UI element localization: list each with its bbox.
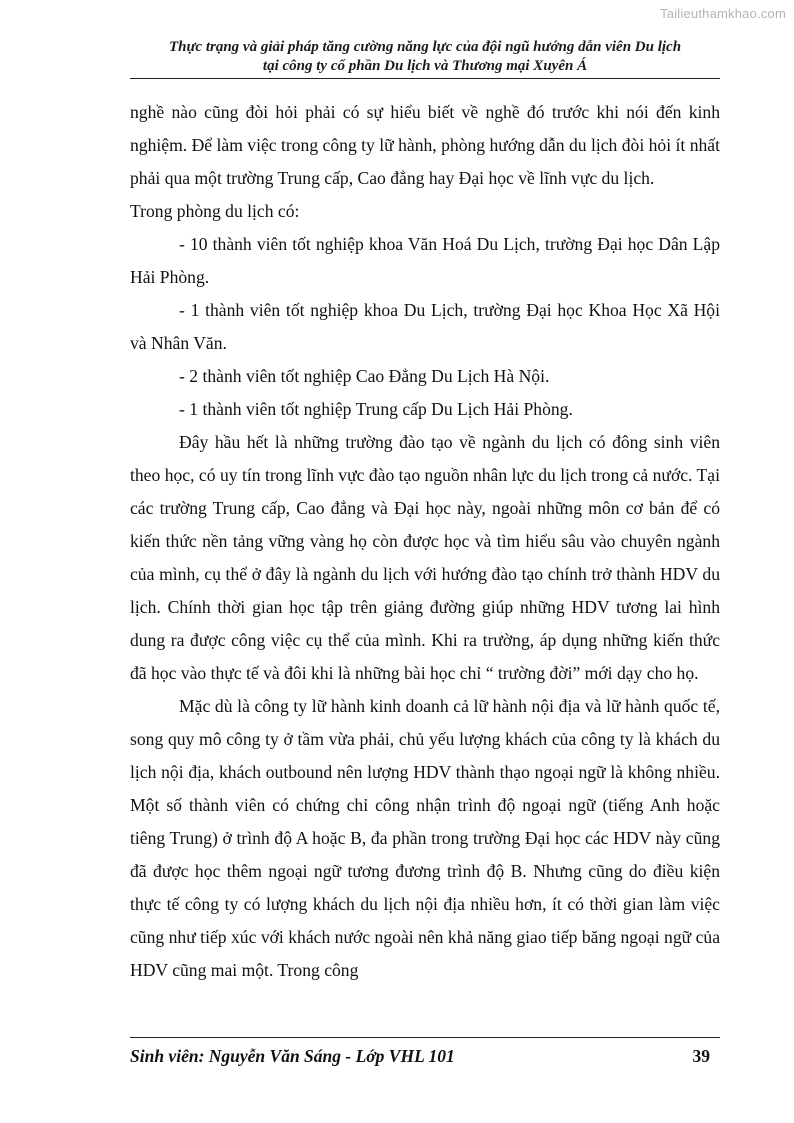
- page-number: 39: [692, 1046, 710, 1066]
- watermark: Tailieuthamkhao.com: [660, 6, 786, 21]
- footer-divider: [130, 1037, 720, 1038]
- document-body: [130, 96, 720, 987]
- paragraph-4: Mặc dù là công ty lữ hành kinh doanh cả lữ hành nội địa và lữ hành quốc tế, song quy mô công ty ở tầm vừa phải, chủ yếu lượng khách của công ty là khách du lịch nội địa, khách outbound nên lượng HDV thành thạo ngoại ngữ là không nhiều. Một số thành viên có chứng chỉ công nhận trình độ ngoại ngữ (tiếng Anh hoặc tiêng Trung) ở trình độ A hoặc B, đa phần trong trường Đại học các HDV này cũng đã được học thêm ngoại ngữ tương đương trình độ B. Nhưng cũng do điều kiện thực tế công ty có lượng khách du lịch nội địa nhiều hơn, ít có thời gian làm việc cũng như tiếp xúc với khách nước ngoài nên khả năng giao tiếp băng ngoại ngữ của HDV cũng mai một. Trong công: [130, 696, 720, 980]
- header-divider: [130, 78, 720, 79]
- footer-student-info: Sinh viên: Nguyễn Văn Sáng - Lớp VHL 101: [130, 1046, 455, 1066]
- header-title-line-2: tại công ty cổ phần Du lịch và Thương mại Xuyên Á: [262, 58, 588, 74]
- page-header: [130, 38, 720, 76]
- list-item: - 2 thành viên tốt nghiệp Cao Đẳng Du Lịch Hà Nội.: [179, 366, 550, 386]
- paragraph-1: nghề nào cũng đòi hỏi phải có sự hiểu biết về nghề đó trước khi nói đến kinh nghiệm. Để làm việc trong công ty lữ hành, phòng hướng dẫn du lịch đòi hỏi ít nhất phải qua một trường Trung cấp, Cao đẳng hay Đại học về lĩnh vực du lịch.: [130, 102, 720, 188]
- paragraph-2: Trong phòng du lịch có:: [130, 201, 300, 221]
- list-item: - 1 thành viên tốt nghiệp khoa Du Lịch, trường Đại học Khoa Học Xã Hội và Nhân Văn.: [130, 300, 720, 353]
- list-item: - 1 thành viên tốt nghiệp Trung cấp Du Lịch Hải Phòng.: [179, 399, 573, 419]
- header-title-line-1: Thực trạng và giải pháp tăng cường năng lực của đội ngũ hướng dẫn viên Du lịch: [168, 39, 682, 55]
- paragraph-3: Đây hầu hết là những trường đào tạo về ngành du lịch có đông sinh viên theo học, có uy tín trong lĩnh vực đào tạo nguồn nhân lực du lịch trong cả nước. Tại các trường Trung cấp, Cao đẳng và Đại học này, ngoài những môn cơ bản để có kiến thức nền tảng vững vàng họ còn được học và tìm hiểu sâu vào chuyên ngành của mình, cụ thể ở đây là ngành du lịch với hướng đào tạo chính trở thành HDV du lịch. Chính thời gian học tập trên giảng đường giúp những HDV tương lai hình dung ra được công việc cụ thể của mình. Khi ra trường, áp dụng những kiến thức đã học vào thực tế và đôi khi là những bài học chỉ “ trường đời” mới dạy cho họ.: [130, 432, 720, 683]
- list-item: - 10 thành viên tốt nghiệp khoa Văn Hoá Du Lịch, trường Đại học Dân Lập Hải Phòng.: [130, 234, 720, 287]
